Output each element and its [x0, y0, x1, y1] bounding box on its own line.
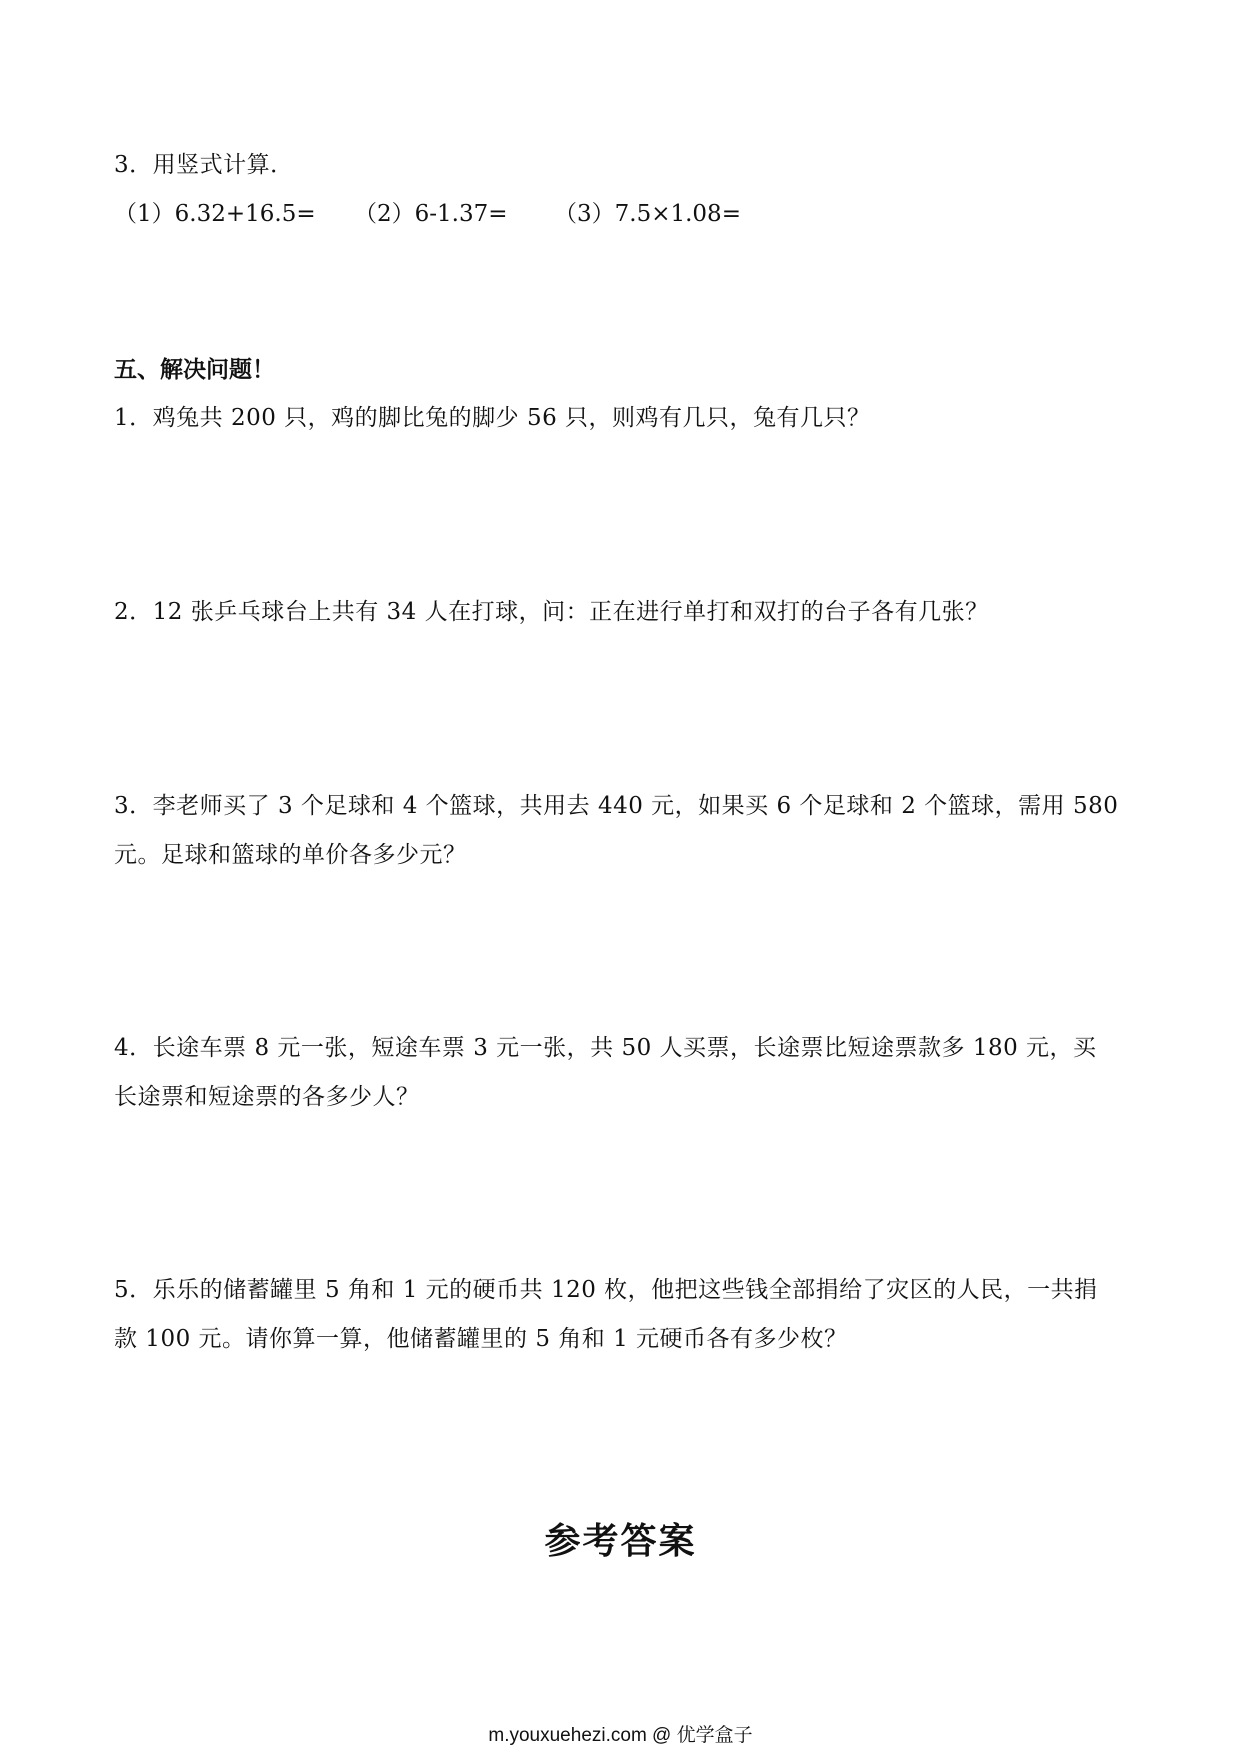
problem-1-line-1: 1．鸡兔共 200 只，鸡的脚比兔的脚少 56 只，则鸡有几只，兔有几只？: [114, 405, 871, 431]
problem-5-line-2: 款 100 元。请你算一算，他储蓄罐里的 5 角和 1 元硬币各有多少枚？: [114, 1326, 848, 1352]
calc-item-1: （1）6.32+16.5=: [114, 201, 316, 227]
problem-5-line-1: 5．乐乐的储蓄罐里 5 角和 1 元的硬币共 120 枚，他把这些钱全部捐给了灾区的人民，一共捐: [114, 1277, 1098, 1303]
question-calc-heading: 3．用竖式计算．: [114, 152, 294, 178]
problem-3-line-1: 3．李老师买了 3 个足球和 4 个篮球，共用去 440 元，如果买 6 个足球和 2 个篮球，需用 580: [114, 793, 1119, 819]
problem-4-line-1: 4．长途车票 8 元一张，短途车票 3 元一张，共 50 人买票，长途票比短途票款多 180 元，买: [114, 1035, 1097, 1061]
section-title-solve-problems: 五、解决问题！: [114, 357, 275, 383]
footer-watermark: m.youxuehezi.com @ 优学盒子: [488, 1725, 753, 1746]
calc-item-2: （2）6-1.37=: [354, 201, 508, 227]
problem-4-line-2: 长途票和短途票的各多少人？: [114, 1084, 420, 1110]
calc-item-3: （3）7.5×1.08=: [554, 201, 741, 227]
problem-2-line-1: 2．12 张乒乓球台上共有 34 人在打球，问：正在进行单打和双打的台子各有几张？: [114, 599, 989, 625]
answers-title: 参考答案: [544, 1521, 697, 1562]
problem-3-line-2: 元。足球和篮球的单价各多少元？: [114, 842, 467, 868]
